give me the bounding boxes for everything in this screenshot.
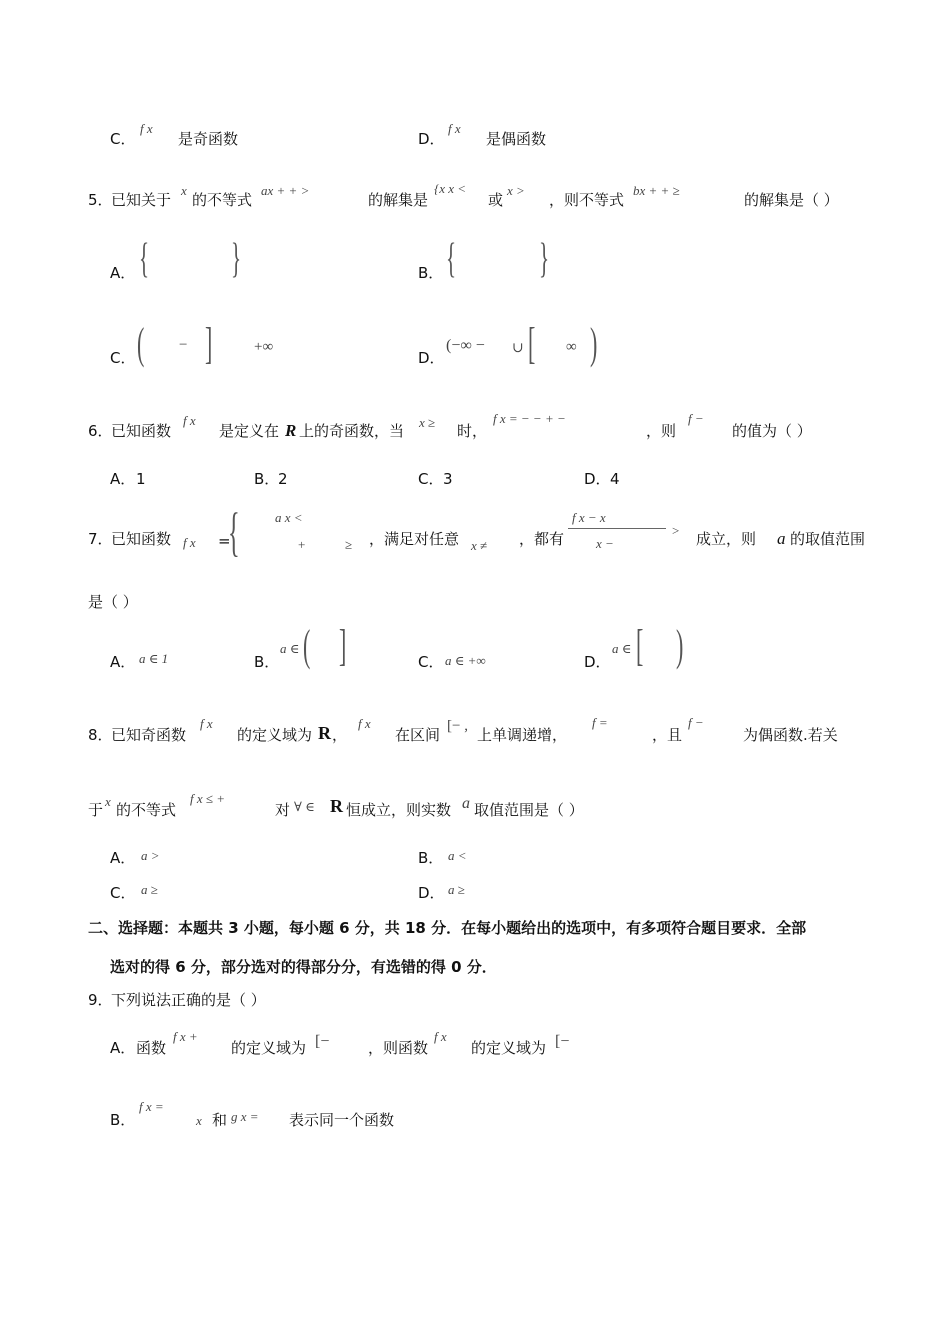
- math-f-shift: f −: [688, 715, 704, 730]
- option-text: 表示同一个函数: [289, 1111, 395, 1129]
- math-fx: f x: [200, 716, 213, 731]
- question-number: 8．: [88, 726, 113, 744]
- option-label: C．: [418, 470, 444, 488]
- math-option: a ∈ +∞: [445, 653, 486, 668]
- left-brace: {: [139, 236, 150, 282]
- math-interval: [− ,: [447, 718, 468, 734]
- option-label: C．: [110, 130, 136, 148]
- math-frac-denominator: x −: [596, 536, 614, 551]
- question-text: 于: [88, 801, 104, 819]
- math-definition: f x = − − + −: [493, 411, 566, 426]
- math-fx: f x: [448, 121, 461, 136]
- math-forall: ∀ ∈: [294, 799, 315, 814]
- right-bracket: ]: [339, 621, 347, 670]
- question-text: 的不等式: [116, 801, 177, 819]
- math-fx: f x: [183, 535, 196, 550]
- math-case-1: a x <: [275, 510, 303, 525]
- math-interval: [−: [315, 1033, 330, 1050]
- right-brace: }: [539, 236, 550, 282]
- option-text: 的定义域为: [231, 1039, 307, 1057]
- math-var: x: [181, 183, 187, 198]
- question-text: 取值范围是（ ）: [474, 801, 584, 819]
- math-option: a ≥: [141, 882, 158, 897]
- right-paren: ): [676, 621, 684, 670]
- question-text: 是（ ）: [88, 593, 138, 611]
- math-R: R: [285, 421, 297, 440]
- option-label: B．: [254, 653, 280, 671]
- math-equals: =: [218, 532, 231, 550]
- option-label: C．: [110, 349, 136, 367]
- left-brace: {: [446, 236, 457, 282]
- option-label: B．: [254, 470, 280, 488]
- math-set: {x x <: [434, 181, 467, 196]
- question-text: 上的奇函数，当: [299, 422, 405, 440]
- option-label: A．: [110, 849, 136, 867]
- question-text: 或: [488, 191, 504, 209]
- math-case-2-op: +: [298, 537, 306, 552]
- question-text: 的解集是: [368, 191, 429, 209]
- math-f-def: f x =: [139, 1099, 164, 1114]
- question-number: 6．: [88, 422, 113, 440]
- math-option: a <: [448, 848, 467, 863]
- math-frac-numerator: f x − x: [572, 510, 606, 525]
- question-text: 已知关于: [111, 191, 172, 209]
- math-condition: x ≥: [419, 415, 436, 430]
- option-label: A．: [110, 1039, 136, 1057]
- math-union: ∪: [512, 341, 524, 356]
- option-label: C．: [110, 884, 136, 902]
- math-infinity: ∞: [566, 339, 577, 355]
- math-f-shift: f x +: [173, 1029, 198, 1044]
- option-label: D．: [584, 653, 611, 671]
- question-number: 5．: [88, 191, 113, 209]
- math-infinity: +∞: [254, 339, 274, 355]
- math-set: x >: [507, 183, 525, 198]
- math-option: a ∈: [280, 641, 300, 656]
- left-bracket: [: [636, 621, 644, 670]
- math-gt: >: [672, 523, 680, 538]
- question-text: ，都有: [519, 530, 565, 548]
- option-value: 1: [136, 470, 146, 488]
- option-label: B．: [110, 1111, 136, 1129]
- section-heading: 二、选择题：本题共 3 小题，每小题 6 分，共 18 分．在每小题给出的选项中，有多项符合题目要求．全部: [88, 919, 807, 937]
- right-paren: ): [590, 319, 598, 368]
- option-label: D．: [418, 349, 445, 367]
- option-label: C．: [418, 653, 444, 671]
- option-text: 的定义域为: [471, 1039, 547, 1057]
- question-text: 是定义在: [219, 422, 280, 440]
- option-text: 是奇函数: [178, 130, 239, 148]
- option-label: B．: [418, 264, 444, 282]
- math-R: R: [318, 723, 331, 743]
- math-option: a >: [141, 848, 160, 863]
- math-minus: −: [179, 337, 188, 353]
- option-label: B．: [418, 849, 444, 867]
- math-inequality: ax + + >: [261, 183, 310, 198]
- math-a: a: [462, 795, 470, 812]
- question-text: 的值为（ ）: [732, 422, 812, 440]
- option-text: 和: [212, 1111, 228, 1129]
- option-label: A．: [110, 264, 136, 282]
- question-text: ，则不等式: [549, 191, 625, 209]
- question-text: 恒成立，则实数: [346, 801, 452, 819]
- math-interval: (−∞ −: [446, 337, 485, 354]
- question-text: 已知函数: [111, 422, 172, 440]
- math-fx: f x: [434, 1029, 447, 1044]
- option-value: 2: [278, 470, 288, 488]
- math-x: x: [196, 1113, 202, 1128]
- option-value: 3: [443, 470, 453, 488]
- math-inequality: f x ≤ +: [190, 791, 226, 806]
- question-text: ，且: [652, 726, 683, 744]
- left-bracket: [: [528, 319, 536, 368]
- option-label: A．: [110, 653, 136, 671]
- piecewise-brace: {: [228, 502, 240, 562]
- option-label: D．: [418, 884, 445, 902]
- question-text: 为偶函数.若关: [743, 726, 838, 744]
- question-text: 对: [275, 801, 291, 819]
- question-text: 时，: [457, 422, 488, 440]
- question-text: 的定义域为: [237, 726, 313, 744]
- question-text: 的不等式: [192, 191, 253, 209]
- question-text: 成立，则: [696, 530, 757, 548]
- math-option: a ∈: [612, 641, 632, 656]
- math-a: a: [777, 529, 786, 548]
- math-neq: x ≠: [471, 538, 488, 553]
- right-brace: }: [231, 236, 242, 282]
- left-paren: (: [303, 621, 311, 670]
- math-g-def: g x =: [231, 1109, 259, 1124]
- question-text: 已知函数: [111, 530, 172, 548]
- question-text: ，满足对任意: [369, 530, 460, 548]
- section-heading-cont: 选对的得 6 分，部分选对的得部分分，有选错的得 0 分．: [110, 958, 497, 976]
- math-case-2-cmp: ≥: [345, 537, 353, 552]
- math-interval: [−: [555, 1033, 570, 1050]
- option-text: 函数: [136, 1039, 167, 1057]
- option-text: 是偶函数: [486, 130, 547, 148]
- option-label: A．: [110, 470, 136, 488]
- math-f-zero: f =: [592, 715, 608, 730]
- question-text: 的解集是（ ）: [744, 191, 839, 209]
- option-value: 4: [610, 470, 620, 488]
- question-text: 下列说法正确的是（ ）: [111, 991, 266, 1009]
- question-text: 在区间: [395, 726, 441, 744]
- math-inequality: bx + + ≥: [633, 183, 680, 198]
- question-text: ，则: [646, 422, 677, 440]
- math-fx: f x: [183, 413, 196, 428]
- option-label: D．: [418, 130, 445, 148]
- math-option: a ≥: [448, 882, 465, 897]
- question-text: 已知奇函数: [111, 726, 187, 744]
- math-fx: f x: [140, 121, 153, 136]
- math-fx: f x: [358, 716, 371, 731]
- question-text: 的取值范围: [790, 530, 866, 548]
- question-number: 9．: [88, 991, 113, 1009]
- math-option: a ∈ 1: [139, 651, 169, 666]
- math-var: x: [105, 794, 111, 809]
- math-R: R: [330, 796, 343, 816]
- question-text: 上单调递增，: [477, 726, 568, 744]
- question-text: ，: [332, 726, 348, 744]
- right-bracket: ]: [205, 319, 213, 368]
- question-number: 7．: [88, 530, 113, 548]
- option-label: D．: [584, 470, 611, 488]
- fraction-bar: [568, 528, 666, 529]
- option-text: ，则函数: [368, 1039, 429, 1057]
- left-paren: (: [137, 319, 145, 368]
- math-f-minus: f −: [688, 411, 704, 426]
